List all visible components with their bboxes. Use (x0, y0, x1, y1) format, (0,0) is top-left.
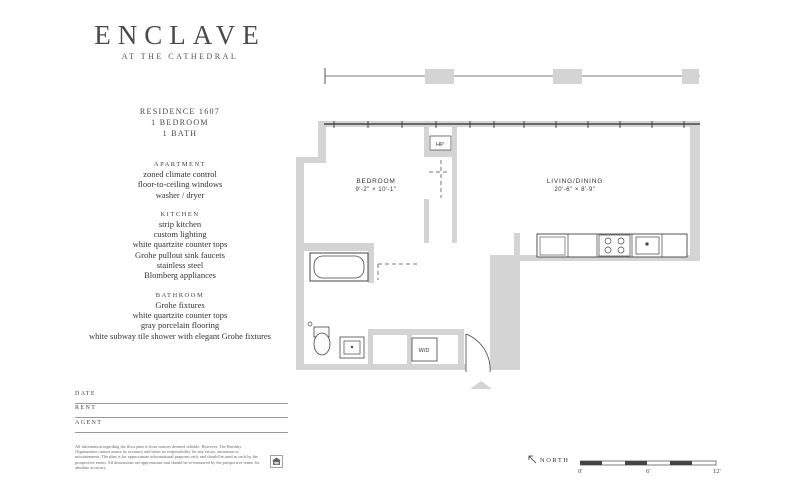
bathtub (310, 253, 368, 281)
bath-count: 1 BATH (162, 129, 198, 138)
feature-item: white subway tile shower with elegant Grohe fixtures (89, 330, 271, 341)
bedroom-count: 1 BEDROOM (151, 118, 209, 127)
feature-item: zoned climate control (143, 169, 217, 179)
brand-subtitle: AT THE CATHEDRAL (121, 52, 239, 61)
residence-number: RESIDENCE 1607 (139, 107, 221, 116)
bedroom-label: BEDROOM (356, 178, 396, 185)
brand-logo: ENCLAVE (94, 20, 266, 50)
kitchen-sink (636, 237, 659, 254)
feature-item: gray porcelain flooring (140, 320, 220, 331)
entry-arrow (470, 381, 492, 389)
feature-item: washer / dryer (155, 189, 205, 200)
living-dims: 20'-6" × 8'-9" (554, 187, 596, 193)
feature-item: floor-to-ceiling windows (137, 179, 223, 190)
scale-bar (580, 458, 720, 468)
rent-field[interactable]: RENT (75, 405, 288, 418)
wd-label: W/D (418, 348, 430, 354)
entry-door (466, 334, 490, 372)
scale-label-12: 12' (713, 468, 721, 475)
feature-item: Blomberg appliances (144, 270, 216, 281)
cooktop (599, 235, 630, 256)
section-title: APARTMENT (153, 161, 207, 168)
facade-strip (325, 68, 700, 84)
feature-item: stainless steel (156, 260, 204, 271)
feature-item: Grohe fixtures (155, 299, 205, 310)
toilet (308, 322, 330, 355)
feature-item: white quartzite counter tops (132, 309, 228, 320)
feature-item: strip kitchen (158, 218, 202, 229)
agent-field[interactable]: AGENT (75, 420, 288, 433)
feature-item: white quartzite counter tops (132, 239, 228, 250)
scale-label-0: 0' (578, 468, 583, 475)
section-title: BATHROOM (155, 291, 205, 299)
section-title: KITCHEN (160, 210, 200, 218)
scale-label-6: 6' (646, 468, 651, 475)
north-label: NORTH (540, 457, 570, 464)
north-arrow-icon (528, 455, 538, 465)
hp-label: HP (436, 142, 444, 148)
disclaimer-text: All information regarding the floor plan is from sources deemed reliable. However, The Brodsky Organization cannot assure its accuracy and bears no responsibility for any errors, omissions or misstatements. The plan is for approximate informational purposes only and should be used as such by the prospective renter. All dimensions are approximate and should be re-measured by the prospective renter for absolute accuracy. (75, 444, 260, 470)
feature-item: Grohe pullout sink faucets (135, 249, 225, 260)
living-label: LIVING/DINING (546, 178, 604, 185)
bedroom-dims: 9'-2" × 10'-1" (355, 187, 397, 193)
bath-sink (340, 337, 364, 358)
feature-item: custom lighting (153, 229, 207, 240)
date-field[interactable]: DATE (75, 391, 288, 404)
